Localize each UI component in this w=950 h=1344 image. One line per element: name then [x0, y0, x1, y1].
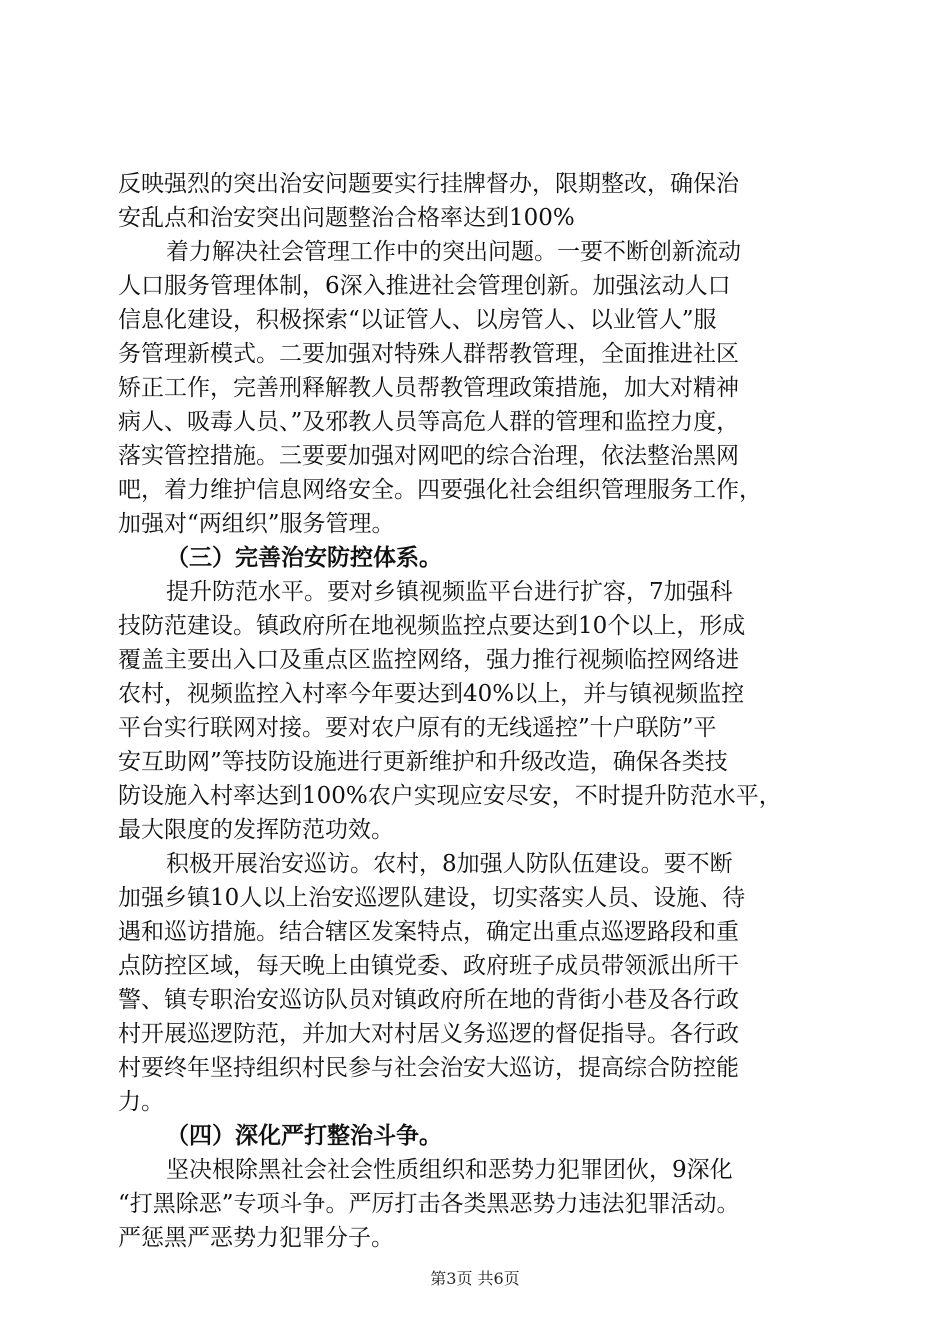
text-line: 提升防范水平。要对乡镇视频监平台进行扩容，7加强科: [166, 579, 733, 605]
section-heading: （三）完善治安防控体系。: [166, 545, 442, 571]
text-line: 安乱点和治安突出问题整治合格率达到100%: [118, 205, 575, 231]
text-line: 务管理新模式。二要加强对特殊人群帮教管理，全面推进社区: [118, 341, 739, 367]
text-line: 积极开展治安巡访。农村，8加强人防队伍建设。要不断: [166, 851, 733, 877]
text-line: 安互助网”等技防设施进行更新维护和升级改造，确保各类技: [118, 749, 728, 775]
text-line: 反映强烈的突出治安问题要实行挂牌督办，限期整改，确保治: [118, 171, 739, 197]
text-line: 点防控区域，每天晚上由镇党委、政府班子成员带领派出所干: [118, 953, 739, 979]
page-footer: 第3页 共6页: [430, 1269, 520, 1288]
text-line: 信息化建设，积极探索“以证管人、以房管人、以业管人”服: [118, 307, 717, 333]
text-line: 力。: [118, 1089, 164, 1115]
text-line: 防设施入村率达到100%农户实现应安尽安，不时提升防范水平，: [118, 783, 782, 809]
text-line: 着力解决社会管理工作中的突出问题。一要不断创新流动: [166, 239, 741, 265]
text-line: 严惩黑严恶势力犯罪分子。: [118, 1225, 394, 1251]
text-line: 加强乡镇10人以上治安巡逻队建设，切实落实人员、设施、待: [118, 885, 746, 911]
text-line: 遇和巡访措施。结合辖区发案特点，确定出重点巡逻路段和重: [118, 919, 739, 945]
text-line: 吧，着力维护信息网络安全。四要强化社会组织管理服务工作，: [118, 477, 762, 503]
text-line: “打黑除恶”专项斗争。严厉打击各类黑恶势力违法犯罪活动。: [118, 1191, 740, 1217]
text-line: 加强对“两组织”服务管理。: [118, 511, 395, 537]
text-line: 坚决根除黑社会社会性质组织和恶势力犯罪团伙，9深化: [166, 1157, 733, 1183]
text-line: 病人、吸毒人员、”及邪教人员等高危人群的管理和监控力度，: [118, 409, 740, 435]
text-line: 村要终年坚持组织村民参与社会治安大巡访，提高综合防控能: [118, 1055, 739, 1081]
section-heading: （四）深化严打整治斗争。: [166, 1123, 442, 1149]
text-line: 技防范建设。镇政府所在地视频监控点要达到10个以上，形成: [118, 613, 746, 639]
text-line: 人口服务管理体制，6深入推进社会管理创新。加强泫动人口: [118, 273, 731, 299]
text-line: 覆盖主要出入口及重点区监控网络，强力推行视频临控网络进: [118, 647, 739, 673]
document-body: [118, 167, 834, 1255]
text-line: 矫正工作，完善刑释解教人员帮教管理政策措施，加大对精神: [118, 375, 739, 401]
text-line: 警、镇专职治安巡访队员对镇政府所在地的背街小巷及各行政: [118, 987, 739, 1013]
text-line: 村开展巡逻防范，并加大对村居义务巡逻的督促指导。各行政: [118, 1021, 739, 1047]
text-line: 落实管控措施。三要要加强对网吧的综合治理，依法整治黑网: [118, 443, 739, 469]
text-line: 平台实行联网对接。要对农户原有的无线遥控”十户联防”平: [118, 715, 717, 741]
text-line: 农村，视频监控入村率今年要达到40%以上，并与镇视频监控: [118, 681, 745, 707]
text-line: 最大限度的发挥防范功效。: [118, 817, 394, 843]
